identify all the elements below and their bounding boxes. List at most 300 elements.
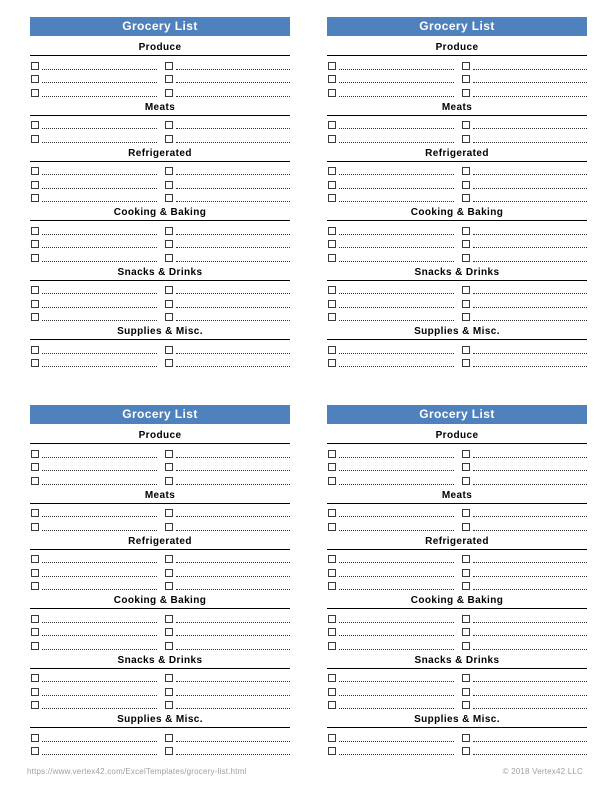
item-checkbox[interactable] (462, 450, 470, 458)
item-checkbox[interactable] (165, 89, 173, 97)
item-checkbox[interactable] (165, 628, 173, 636)
item-entry-line[interactable] (42, 562, 157, 563)
item-checkbox[interactable] (31, 194, 39, 202)
item-checkbox[interactable] (462, 240, 470, 248)
item-checkbox[interactable] (328, 181, 336, 189)
item-entry-line[interactable] (339, 353, 454, 354)
item-checkbox[interactable] (31, 642, 39, 650)
item-checkbox[interactable] (462, 194, 470, 202)
item-checkbox[interactable] (462, 313, 470, 321)
item-entry-line[interactable] (176, 307, 291, 308)
item-checkbox[interactable] (328, 254, 336, 262)
item-entry-line[interactable] (339, 82, 454, 83)
item-entry-line[interactable] (339, 201, 454, 202)
item-entry-line[interactable] (339, 484, 454, 485)
item-checkbox[interactable] (328, 688, 336, 696)
item-checkbox[interactable] (462, 359, 470, 367)
item-checkbox[interactable] (31, 181, 39, 189)
item-checkbox[interactable] (165, 582, 173, 590)
item-checkbox[interactable] (165, 254, 173, 262)
item-entry-line[interactable] (176, 188, 291, 189)
item-checkbox[interactable] (462, 477, 470, 485)
grocery-item-slot (328, 89, 454, 97)
item-entry-line[interactable] (473, 142, 588, 143)
item-entry-line[interactable] (176, 366, 291, 367)
item-checkbox[interactable] (462, 642, 470, 650)
item-checkbox[interactable] (31, 313, 39, 321)
page-footer (27, 767, 583, 776)
section (30, 267, 290, 322)
item-entry-line[interactable] (473, 69, 588, 70)
grocery-row (327, 175, 587, 189)
item-checkbox[interactable] (462, 463, 470, 471)
grocery-row (327, 742, 587, 756)
item-checkbox[interactable] (328, 240, 336, 248)
item-entry-line[interactable] (176, 589, 291, 590)
item-checkbox[interactable] (165, 346, 173, 354)
item-checkbox[interactable] (462, 688, 470, 696)
item-checkbox[interactable] (328, 674, 336, 682)
item-checkbox[interactable] (462, 346, 470, 354)
item-checkbox[interactable] (31, 286, 39, 294)
item-entry-line[interactable] (473, 201, 588, 202)
item-checkbox[interactable] (165, 135, 173, 143)
section (30, 490, 290, 531)
item-entry-line[interactable] (176, 635, 291, 636)
grocery-row (327, 577, 587, 591)
item-entry-line[interactable] (42, 69, 157, 70)
item-checkbox[interactable] (462, 734, 470, 742)
item-entry-line[interactable] (42, 681, 157, 682)
item-checkbox[interactable] (31, 167, 39, 175)
item-entry-line[interactable] (42, 457, 157, 458)
item-checkbox[interactable] (462, 628, 470, 636)
item-checkbox[interactable] (462, 615, 470, 623)
item-checkbox[interactable] (165, 194, 173, 202)
item-entry-line[interactable] (42, 234, 157, 235)
grocery-item-slot (165, 642, 291, 650)
item-entry-line[interactable] (42, 128, 157, 129)
grocery-row (30, 471, 290, 485)
item-entry-line[interactable] (339, 649, 454, 650)
item-entry-line[interactable] (473, 649, 588, 650)
item-checkbox[interactable] (462, 181, 470, 189)
item-entry-line[interactable] (339, 188, 454, 189)
grocery-item-slot (328, 582, 454, 590)
item-entry-line[interactable] (473, 576, 588, 577)
item-checkbox[interactable] (31, 569, 39, 577)
item-entry-line[interactable] (339, 366, 454, 367)
item-entry-line[interactable] (176, 128, 291, 129)
item-entry-line[interactable] (42, 188, 157, 189)
item-entry-line[interactable] (339, 695, 454, 696)
item-checkbox[interactable] (31, 62, 39, 70)
item-checkbox[interactable] (328, 62, 336, 70)
item-checkbox[interactable] (328, 628, 336, 636)
section (30, 536, 290, 591)
item-checkbox[interactable] (31, 747, 39, 755)
item-entry-line[interactable] (473, 589, 588, 590)
footer-url-link[interactable]: https://www.vertex42.com/ExcelTemplates/grocery-list.html (27, 767, 247, 776)
item-checkbox[interactable] (31, 674, 39, 682)
item-checkbox[interactable] (31, 463, 39, 471)
grocery-row (30, 221, 290, 235)
item-entry-line[interactable] (176, 201, 291, 202)
item-entry-line[interactable] (42, 96, 157, 97)
item-entry-line[interactable] (339, 320, 454, 321)
item-entry-line[interactable] (473, 353, 588, 354)
item-checkbox[interactable] (328, 615, 336, 623)
item-checkbox[interactable] (31, 523, 39, 531)
item-checkbox[interactable] (31, 300, 39, 308)
item-checkbox[interactable] (31, 509, 39, 517)
item-entry-line[interactable] (42, 589, 157, 590)
item-checkbox[interactable] (165, 181, 173, 189)
item-entry-line[interactable] (473, 681, 588, 682)
item-checkbox[interactable] (31, 477, 39, 485)
item-checkbox[interactable] (31, 240, 39, 248)
item-entry-line[interactable] (42, 635, 157, 636)
item-entry-line[interactable] (42, 530, 157, 531)
item-entry-line[interactable] (176, 142, 291, 143)
item-checkbox[interactable] (462, 135, 470, 143)
item-entry-line[interactable] (473, 96, 588, 97)
item-checkbox[interactable] (165, 734, 173, 742)
item-entry-line[interactable] (42, 174, 157, 175)
item-entry-line[interactable] (42, 247, 157, 248)
item-checkbox[interactable] (462, 227, 470, 235)
item-entry-line[interactable] (473, 82, 588, 83)
item-checkbox[interactable] (462, 121, 470, 129)
item-checkbox[interactable] (462, 674, 470, 682)
item-checkbox[interactable] (31, 734, 39, 742)
item-entry-line[interactable] (42, 708, 157, 709)
item-checkbox[interactable] (462, 62, 470, 70)
item-entry-line[interactable] (339, 589, 454, 590)
item-entry-line[interactable] (473, 695, 588, 696)
item-checkbox[interactable] (165, 313, 173, 321)
item-entry-line[interactable] (176, 484, 291, 485)
item-checkbox[interactable] (328, 701, 336, 709)
item-entry-line[interactable] (176, 562, 291, 563)
item-entry-line[interactable] (176, 261, 291, 262)
item-entry-line[interactable] (339, 307, 454, 308)
item-checkbox[interactable] (165, 674, 173, 682)
grocery-item-slot (31, 254, 157, 262)
grocery-item-slot (328, 463, 454, 471)
item-entry-line[interactable] (339, 293, 454, 294)
item-checkbox[interactable] (31, 254, 39, 262)
item-checkbox[interactable] (328, 642, 336, 650)
item-checkbox[interactable] (31, 121, 39, 129)
item-entry-line[interactable] (473, 247, 588, 248)
item-entry-line[interactable] (176, 470, 291, 471)
item-entry-line[interactable] (42, 754, 157, 755)
item-checkbox[interactable] (31, 615, 39, 623)
item-entry-line[interactable] (42, 307, 157, 308)
item-entry-line[interactable] (176, 457, 291, 458)
section-title: Snacks & Drinks (327, 655, 587, 669)
item-entry-line[interactable] (42, 470, 157, 471)
item-checkbox[interactable] (165, 62, 173, 70)
item-entry-line[interactable] (42, 576, 157, 577)
item-checkbox[interactable] (462, 747, 470, 755)
item-checkbox[interactable] (328, 734, 336, 742)
item-entry-line[interactable] (176, 320, 291, 321)
item-entry-line[interactable] (176, 174, 291, 175)
grocery-item-slot (31, 463, 157, 471)
item-entry-line[interactable] (339, 261, 454, 262)
grocery-list-copy-1 (30, 17, 290, 369)
item-entry-line[interactable] (339, 470, 454, 471)
item-checkbox[interactable] (31, 227, 39, 235)
grocery-row (30, 175, 290, 189)
item-entry-line[interactable] (42, 82, 157, 83)
item-entry-line[interactable] (339, 516, 454, 517)
item-entry-line[interactable] (176, 96, 291, 97)
item-entry-line[interactable] (339, 708, 454, 709)
item-entry-line[interactable] (42, 201, 157, 202)
item-checkbox[interactable] (165, 121, 173, 129)
item-entry-line[interactable] (339, 247, 454, 248)
item-checkbox[interactable] (165, 477, 173, 485)
item-entry-line[interactable] (339, 754, 454, 755)
item-entry-line[interactable] (42, 649, 157, 650)
item-checkbox[interactable] (165, 227, 173, 235)
item-entry-line[interactable] (473, 293, 588, 294)
item-entry-line[interactable] (42, 142, 157, 143)
item-entry-line[interactable] (473, 261, 588, 262)
item-checkbox[interactable] (31, 359, 39, 367)
item-entry-line[interactable] (42, 622, 157, 623)
item-entry-line[interactable] (473, 234, 588, 235)
item-entry-line[interactable] (42, 741, 157, 742)
item-entry-line[interactable] (473, 708, 588, 709)
item-checkbox[interactable] (165, 75, 173, 83)
item-entry-line[interactable] (176, 576, 291, 577)
item-checkbox[interactable] (462, 300, 470, 308)
item-checkbox[interactable] (328, 121, 336, 129)
grocery-item-slot (462, 181, 588, 189)
item-entry-line[interactable] (339, 681, 454, 682)
grocery-item-slot (165, 450, 291, 458)
grocery-item-slot (328, 615, 454, 623)
item-checkbox[interactable] (328, 194, 336, 202)
item-entry-line[interactable] (473, 320, 588, 321)
item-checkbox[interactable] (462, 286, 470, 294)
item-checkbox[interactable] (165, 701, 173, 709)
grocery-item-slot (462, 642, 588, 650)
item-checkbox[interactable] (328, 509, 336, 517)
item-checkbox[interactable] (328, 167, 336, 175)
item-checkbox[interactable] (462, 701, 470, 709)
item-entry-line[interactable] (473, 470, 588, 471)
item-checkbox[interactable] (328, 477, 336, 485)
item-checkbox[interactable] (165, 523, 173, 531)
item-checkbox[interactable] (31, 346, 39, 354)
item-entry-line[interactable] (176, 247, 291, 248)
item-checkbox[interactable] (31, 628, 39, 636)
grocery-item-slot (328, 555, 454, 563)
item-checkbox[interactable] (328, 463, 336, 471)
item-entry-line[interactable] (339, 576, 454, 577)
item-checkbox[interactable] (31, 135, 39, 143)
item-entry-line[interactable] (473, 562, 588, 563)
item-entry-line[interactable] (473, 174, 588, 175)
item-entry-line[interactable] (176, 516, 291, 517)
section-title: Refrigerated (30, 148, 290, 162)
section-title: Cooking & Baking (30, 207, 290, 221)
item-entry-line[interactable] (176, 530, 291, 531)
item-checkbox[interactable] (462, 254, 470, 262)
item-checkbox[interactable] (328, 555, 336, 563)
item-entry-line[interactable] (473, 128, 588, 129)
item-entry-line[interactable] (42, 695, 157, 696)
item-checkbox[interactable] (165, 300, 173, 308)
item-entry-line[interactable] (176, 649, 291, 650)
grocery-row (327, 354, 587, 368)
item-checkbox[interactable] (165, 167, 173, 175)
item-entry-line[interactable] (176, 681, 291, 682)
grocery-row (327, 189, 587, 203)
item-entry-line[interactable] (42, 484, 157, 485)
item-checkbox[interactable] (31, 701, 39, 709)
item-entry-line[interactable] (42, 366, 157, 367)
grocery-item-slot (328, 62, 454, 70)
item-entry-line[interactable] (473, 188, 588, 189)
item-checkbox[interactable] (328, 450, 336, 458)
item-entry-line[interactable] (176, 622, 291, 623)
item-checkbox[interactable] (165, 463, 173, 471)
item-checkbox[interactable] (328, 359, 336, 367)
item-entry-line[interactable] (339, 69, 454, 70)
item-checkbox[interactable] (328, 747, 336, 755)
grocery-item-slot (462, 121, 588, 129)
section (327, 326, 587, 367)
grocery-row (327, 636, 587, 650)
item-entry-line[interactable] (176, 741, 291, 742)
item-checkbox[interactable] (328, 286, 336, 294)
item-checkbox[interactable] (31, 688, 39, 696)
item-entry-line[interactable] (339, 96, 454, 97)
item-entry-line[interactable] (473, 754, 588, 755)
item-checkbox[interactable] (462, 582, 470, 590)
item-entry-line[interactable] (339, 142, 454, 143)
item-checkbox[interactable] (165, 615, 173, 623)
item-checkbox[interactable] (462, 75, 470, 83)
grocery-item-slot (462, 346, 588, 354)
grocery-item-slot (462, 135, 588, 143)
item-checkbox[interactable] (165, 642, 173, 650)
grocery-item-slot (31, 701, 157, 709)
item-checkbox[interactable] (328, 300, 336, 308)
item-entry-line[interactable] (176, 69, 291, 70)
section (327, 536, 587, 591)
item-checkbox[interactable] (328, 346, 336, 354)
item-checkbox[interactable] (328, 569, 336, 577)
item-checkbox[interactable] (462, 167, 470, 175)
item-checkbox[interactable] (462, 523, 470, 531)
item-entry-line[interactable] (176, 293, 291, 294)
grocery-row (30, 70, 290, 84)
item-checkbox[interactable] (165, 555, 173, 563)
item-entry-line[interactable] (473, 307, 588, 308)
item-entry-line[interactable] (339, 457, 454, 458)
item-entry-line[interactable] (473, 516, 588, 517)
grocery-item-slot (328, 254, 454, 262)
item-entry-line[interactable] (473, 530, 588, 531)
item-entry-line[interactable] (339, 622, 454, 623)
item-checkbox[interactable] (165, 688, 173, 696)
item-checkbox[interactable] (31, 582, 39, 590)
item-entry-line[interactable] (339, 174, 454, 175)
item-entry-line[interactable] (42, 320, 157, 321)
grocery-row (30, 444, 290, 458)
item-checkbox[interactable] (328, 75, 336, 83)
item-checkbox[interactable] (31, 89, 39, 97)
item-checkbox[interactable] (328, 582, 336, 590)
item-checkbox[interactable] (165, 509, 173, 517)
item-entry-line[interactable] (339, 741, 454, 742)
item-entry-line[interactable] (42, 353, 157, 354)
item-checkbox[interactable] (165, 240, 173, 248)
item-checkbox[interactable] (165, 450, 173, 458)
item-checkbox[interactable] (462, 89, 470, 97)
item-checkbox[interactable] (31, 450, 39, 458)
item-entry-line[interactable] (176, 82, 291, 83)
item-checkbox[interactable] (328, 89, 336, 97)
item-entry-line[interactable] (176, 353, 291, 354)
item-checkbox[interactable] (328, 523, 336, 531)
item-entry-line[interactable] (473, 457, 588, 458)
item-entry-line[interactable] (176, 695, 291, 696)
item-entry-line[interactable] (339, 128, 454, 129)
item-entry-line[interactable] (42, 516, 157, 517)
item-entry-line[interactable] (339, 530, 454, 531)
item-checkbox[interactable] (462, 569, 470, 577)
grocery-item-slot (165, 75, 291, 83)
item-entry-line[interactable] (473, 741, 588, 742)
item-checkbox[interactable] (165, 286, 173, 294)
section-title: Snacks & Drinks (30, 655, 290, 669)
grocery-row (30, 636, 290, 650)
item-entry-line[interactable] (473, 635, 588, 636)
item-checkbox[interactable] (31, 555, 39, 563)
item-checkbox[interactable] (328, 313, 336, 321)
item-entry-line[interactable] (473, 484, 588, 485)
item-entry-line[interactable] (339, 635, 454, 636)
grocery-row (30, 235, 290, 249)
item-entry-line[interactable] (42, 261, 157, 262)
item-entry-line[interactable] (339, 234, 454, 235)
item-checkbox[interactable] (165, 747, 173, 755)
item-checkbox[interactable] (31, 75, 39, 83)
grocery-row (30, 728, 290, 742)
item-checkbox[interactable] (328, 227, 336, 235)
item-checkbox[interactable] (462, 509, 470, 517)
item-checkbox[interactable] (165, 359, 173, 367)
item-entry-line[interactable] (42, 293, 157, 294)
item-entry-line[interactable] (176, 754, 291, 755)
item-entry-line[interactable] (473, 366, 588, 367)
item-entry-line[interactable] (176, 234, 291, 235)
item-entry-line[interactable] (339, 562, 454, 563)
item-checkbox[interactable] (462, 555, 470, 563)
item-checkbox[interactable] (165, 569, 173, 577)
item-entry-line[interactable] (473, 622, 588, 623)
item-checkbox[interactable] (328, 135, 336, 143)
item-entry-line[interactable] (176, 708, 291, 709)
